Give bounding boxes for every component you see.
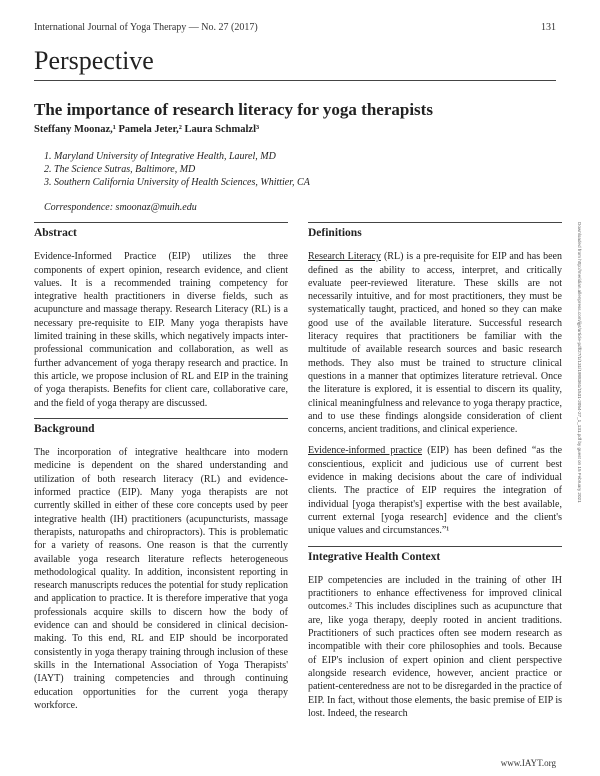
right-column (308, 222, 562, 728)
download-notice (572, 222, 584, 748)
definitions-heading: Definitions (308, 222, 562, 244)
left-column (34, 222, 288, 720)
author-list: Steffany Moonaz,¹ Pamela Jeter,² Laura Schmalzl³ (34, 124, 260, 135)
integrative-health-text: EIP competencies are included in the training of other IH practitioners to enhance effectiveness for improved clinical outcomes.² This includes disciplines such as acupuncture that are, like yoga therapy, deeply rooted in ancient traditions. Practitioners of such practices often see modern research as incompatible with their core philosophies and tools. Because of EIP's inclusion of expert opinion and client perspective alongside research evidence, however, ancient practice or patient-centeredness are not to be disregarded in the practice of EIP. In fact, without those elements, the basic premise of EIP is lost. Indeed, the research (308, 574, 562, 719)
abstract-heading: Abstract (34, 222, 288, 244)
eip-paragraph (308, 444, 562, 537)
eip-definition: (EIP) has been defined “as the conscientious, explicit and judicious use of current best evidence in making decisions about the care of individual clients. The practice of EIP requires the integration of individual [yoga therapist's] expertise with the best available, current external [yoga research] evidence and the client's unique values and circumstances.”¹ (308, 445, 563, 537)
footer-url: www.IAYT.org (500, 758, 556, 768)
affiliation-item: 2. The Science Sutras, Baltimore, MD (44, 164, 196, 175)
affiliation-item: 1. Maryland University of Integrative Health, Laurel, MD (44, 151, 276, 162)
eip-term: Evidence-informed practice (308, 445, 423, 457)
abstract-text: Evidence-Informed Practice (EIP) utilizes the three components of expert opinion, research evidence, and client values. It is a recommended training competency for integrative health practitioners in diverse fields, such as acupuncture and massage therapy. Research Literacy (RL) is a necessary pre-requisite to EIP. Many yoga therapists have limited training in these skills, which negatively impacts inter-professional communication and collaboration, as well as further advancement of yoga therapy research and practice. In this article, we propose inclusion of RL and EIP in the training of yoga therapists. Benefits for client care, collaborative care, and the field of yoga therapy are discussed. (34, 251, 288, 409)
research-literacy-term: Research Literacy (308, 251, 381, 263)
background-text: The incorporation of integrative healthcare into modern medicine is dependent on the shared understanding and utilization of both research literacy (RL) and evidence-informed practice (EIP). Many yoga therapists are not currently skilled in either of these core concepts used by peer integrative health (IH) practitioners (acupuncturists, massage therapists, naturopaths and chiropractors). This is problematic for a variety of reasons. One reason is that the currently available yoga research literature reflects heterogeneous methodological quality. In addition, inconsistent reporting in research manuscripts reduces the potential for study replication and application to practice. It is therefore imperative that yoga professionals acquire skills to discern how the body of evidence can and should be considered in clinical decision-making. To this end, RL and EIP should be incorporated consistently in yoga therapy training through inclusion of these skills in the International Association of Yoga Therapists' (IAYT) training competencies and through continuing education opportunities for the current yoga therapy workforce. (34, 447, 288, 711)
affiliation-list (44, 150, 310, 189)
correspondence: Correspondence: smoonaz@muih.edu (44, 202, 197, 213)
running-head: International Journal of Yoga Therapy — No. 27 (2017) (34, 22, 258, 33)
article-title: The importance of research literacy for yoga therapists (34, 100, 433, 119)
integrative-health-heading: Integrative Health Context (308, 546, 562, 568)
research-literacy-definition: (RL) is a pre-requisite for EIP and has been defined as the ability to access, interpret, and critically evaluate peer-reviewed literature. These skills are not necessarily intuitive, and for most practitioners, they must be systematically taught, practiced, and honed so they can make good use of the available literature. Successful research literacy requires that practitioners be familiar with the multitude of available research sources and basic research methods. They also must be trained to structure clinical questions in a manner that optimizes literature retrieval. Once the literature is explored, it is essential to discern its quality, clinical meaningfulness and relevance to yoga therapy practice, and to use these findings alongside consideration of client concerns, ancient traditions, and clinical experience. (308, 251, 562, 436)
research-literacy-paragraph (308, 250, 562, 436)
header-rule (34, 80, 556, 81)
download-notice-text: Downloaded from http://meridian.allenpress.com/ijyt/article-pdf/27/1/131/1988361/1531-2054-27_1_131.pdf by guest on 15 February 2021 (577, 222, 582, 503)
section-label: Perspective (34, 46, 154, 75)
background-heading: Background (34, 418, 288, 440)
affiliation-item: 3. Southern California University of Health Sciences, Whittier, CA (44, 177, 310, 188)
page-number: 131 (541, 22, 556, 33)
